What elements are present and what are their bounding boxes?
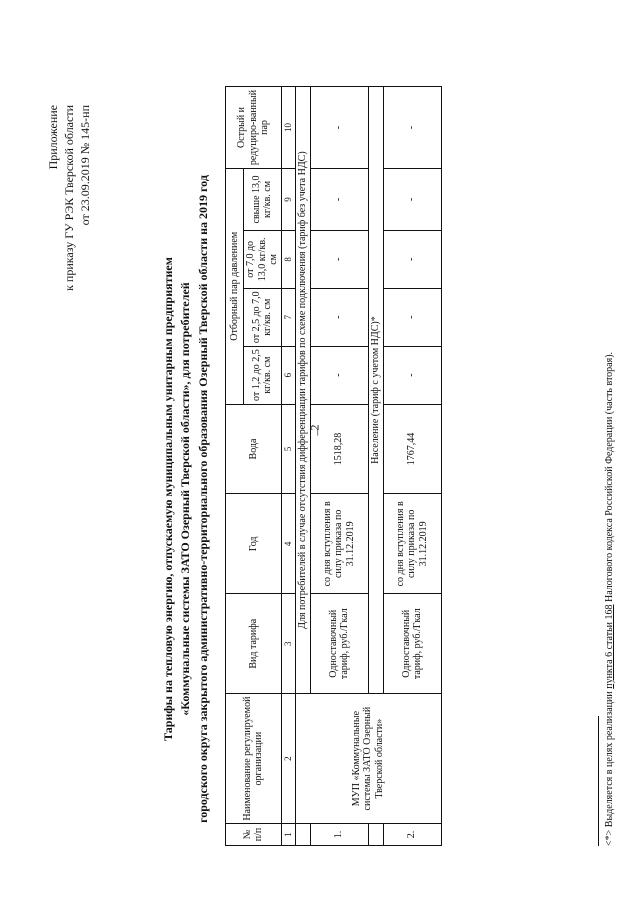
row-sharp: - <box>310 87 368 169</box>
row-num: 2. <box>383 824 441 846</box>
col-number: 8 <box>281 230 295 288</box>
appendix-line: от 23.09.2019 № 145-нп <box>78 105 93 226</box>
header-pressure-4: свыше 13,0 кг/кв. см <box>244 169 282 231</box>
row-p2: - <box>310 288 368 346</box>
footnote <box>604 352 615 846</box>
col-number: 5 <box>281 404 295 494</box>
title-line: Тарифы на тепловую энергию, отпускаемую муниципальным унитарным предприятием <box>161 257 175 741</box>
header-water: Вода <box>226 404 282 494</box>
footnote-prefix: <*> Выделяется в целях реализации <box>604 688 615 846</box>
row-kind: Одноставочный тариф, руб./Гкал <box>383 594 441 694</box>
footnote-divider <box>598 716 599 846</box>
band-spacer <box>368 824 383 846</box>
col-number: 10 <box>281 87 295 169</box>
row-year: со дня вступления в силу приказа по 31.12.2019 <box>310 494 368 594</box>
title-line: «Коммунальные системы ЗАТО Озерный Тверской области», для потребителей <box>178 282 193 716</box>
header-kind: Вид тарифа <box>226 594 282 694</box>
header-org: Наименование регулируемой организации <box>226 694 282 824</box>
row-p4: - <box>383 169 441 231</box>
row-num: 1. <box>310 824 368 846</box>
appendix-block <box>45 105 94 385</box>
footnote-suffix: Налогового кодекса Российской Федерации (часть вторая). <box>604 351 615 605</box>
col-number: 4 <box>281 494 295 594</box>
band-spacer <box>295 824 310 846</box>
header-pressure-1: от 1,2 до 2,5 кг/кв. см <box>244 346 282 404</box>
column-number-row <box>281 87 295 846</box>
tariff-table <box>225 86 442 846</box>
appendix-line: к приказу ГУ РЭК Тверской области <box>62 105 77 291</box>
col-number: 6 <box>281 346 295 404</box>
row-water: 1518,28 <box>310 404 368 494</box>
page-dash: – <box>309 429 324 436</box>
appendix-line: Приложение <box>46 105 60 170</box>
row-p3: - <box>383 230 441 288</box>
header-pressure-2: от 2,5 до 7,0 кг/кв. см <box>244 288 282 346</box>
col-number: 2 <box>281 694 295 824</box>
col-number: 9 <box>281 169 295 231</box>
row-p1: - <box>383 346 441 404</box>
header-year: Год <box>226 494 282 594</box>
org-name-cell: МУП «Коммунальные системы ЗАТО Озерный Тверской области» <box>295 694 441 824</box>
col-number: 3 <box>281 594 295 694</box>
row-kind: Одноставочный тариф, руб./Гкал <box>310 594 368 694</box>
col-number: 1 <box>281 824 295 846</box>
band-population: Население (тариф с учетом НДС)* <box>368 87 383 694</box>
footnote-link[interactable]: пункта 6 статьи 168 <box>604 604 615 689</box>
document-title <box>160 134 212 864</box>
header-num: № п/п <box>226 824 282 846</box>
row-year: со дня вступления в силу приказа по 31.12.2019 <box>383 494 441 594</box>
col-number: 7 <box>281 288 295 346</box>
row-water: 1767,44 <box>383 404 441 494</box>
band-row <box>295 87 310 846</box>
band-without-vat: Для потребителей в случае отсутствия дифференциации тарифов по схеме подключения (тариф без учета НДС) <box>295 87 310 694</box>
row-p3: - <box>310 230 368 288</box>
row-p2: - <box>383 288 441 346</box>
page-number: 2 <box>307 424 322 431</box>
header-pressure-3: от 7,0 до 13,0 кг/кв. см <box>244 230 282 288</box>
row-p1: - <box>310 346 368 404</box>
title-line: городского округа закрытого административно-территориального образования Озерный Тверской области на 2019 год <box>195 175 210 823</box>
row-sharp: - <box>383 87 441 169</box>
header-row <box>226 87 244 846</box>
header-steam-group: Отборный пар давлением <box>226 169 244 405</box>
header-sharp-steam: Острый и редуциро-ванный пар <box>226 87 282 169</box>
row-p4: - <box>310 169 368 231</box>
